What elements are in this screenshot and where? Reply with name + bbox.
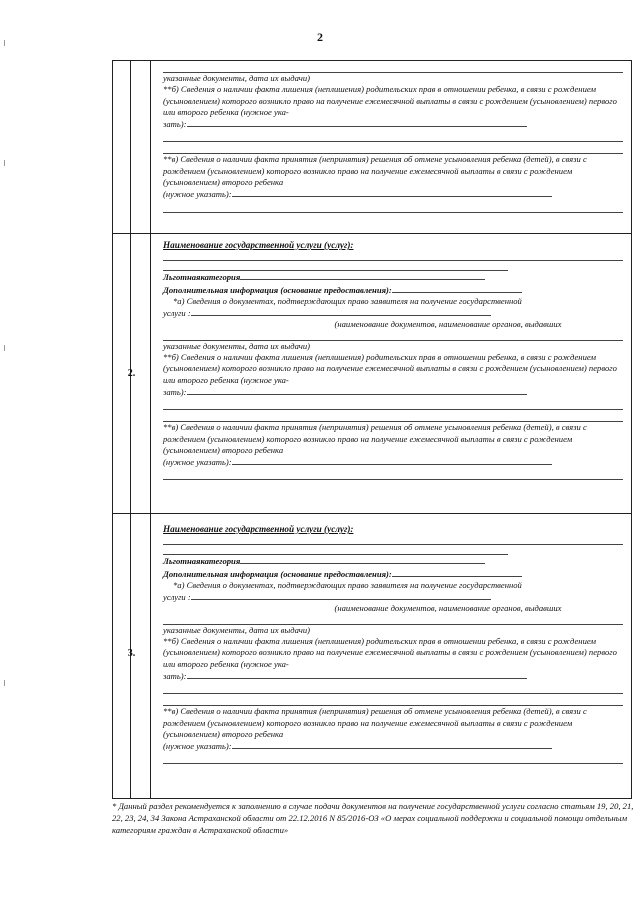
- row-number: 2.: [127, 368, 136, 379]
- scan-artifact: [4, 160, 7, 166]
- fill-line: [163, 684, 623, 694]
- category-line: Льготнаякатегория: [163, 555, 623, 567]
- fill-line: [163, 400, 623, 410]
- scan-artifact: [4, 680, 7, 686]
- scan-artifact: [4, 40, 7, 46]
- fact-v-end-line: (нужное указать):: [163, 740, 623, 752]
- fact-b-end-line: зать):: [163, 118, 623, 130]
- service-heading: Наименование государственной услуги (услуг):: [163, 524, 354, 534]
- services-table: [112, 60, 632, 799]
- fact-a-end-line: услуги :: [163, 591, 623, 603]
- page-number: 2: [317, 30, 323, 44]
- docs-caption-tail: указанные документы, дата их выдачи): [163, 624, 311, 635]
- fact-v-end-line: (нужное указать):: [163, 456, 623, 468]
- fact-b-text: **б) Сведения о наличии факта лишения (неплишения) родительских прав в отношении ребенка, в связи с рождением (усыновлением) которого возникло право на получение ежемесячной выплаты в связи с рождением (усыновлением) первого или второго ребенка (нужное ука-: [163, 636, 617, 669]
- fill-line: [163, 470, 623, 480]
- additional-info-line: Дополнительная информация (основание предоставления):: [163, 284, 623, 296]
- fill-line: [163, 535, 623, 545]
- fact-b-end-line: зать):: [163, 670, 623, 682]
- table-row: [113, 233, 631, 513]
- category-line: Льготнаякатегория: [163, 271, 623, 283]
- fact-v-end-line: (нужное указать):: [163, 188, 623, 200]
- fill-line: [163, 132, 623, 142]
- fill-line: [163, 545, 508, 555]
- table-row: [113, 61, 631, 233]
- fact-v-text: **в) Сведения о наличии факта принятия (непринятия) решения об отмене усыновления ребенка (детей), в связи с рождением (усыновлением) которого возникло право на получение ежемесячной выплаты в связи с рождением (усыновлением) второго ребенка: [163, 422, 587, 455]
- docs-caption-tail: указанные документы, дата их выдачи): [163, 73, 311, 83]
- fact-v-text: **в) Сведения о наличии факта принятия (непринятия) решения об отмене усыновления ребенка (детей), в связи с рождением (усыновлением) которого возникло право на получение ежемесячной выплаты в связи с рождением (усыновлением) второго ребенка: [163, 706, 587, 739]
- fact-a-text: *а) Сведения о документах, подтверждающих право заявителя на получение государственной: [173, 295, 522, 306]
- fill-line: [163, 331, 623, 341]
- documents-caption: (наименование документов, наименование органов, выдавших: [334, 319, 562, 330]
- table-row: [113, 513, 631, 800]
- documents-caption: (наименование документов, наименование органов, выдавших: [334, 603, 562, 614]
- row-content: [163, 61, 623, 233]
- fill-line: [163, 203, 623, 213]
- fill-line: [163, 615, 623, 625]
- row-content: [163, 524, 623, 800]
- additional-info-line: Дополнительная информация (основание предоставления):: [163, 568, 623, 580]
- row-number: 3.: [127, 648, 136, 659]
- fact-b-end-line: зать):: [163, 386, 623, 398]
- fill-line: [163, 261, 508, 271]
- docs-caption-tail: указанные документы, дата их выдачи): [163, 340, 311, 351]
- fill-line: [163, 754, 623, 764]
- scan-artifact: [4, 345, 7, 351]
- footnote: * Данный раздел рекомендуется к заполнению в случае подачи документов на получение государственной услуги согласно статьям 19, 20, 21, 22, 23, 24, 34 Закона Астраханской области от 22.12.2016 N 85/2016-ОЗ «О мерах социальной поддержки и социальной помощи отдельным категориям граждан в Астраханской области»: [112, 801, 634, 835]
- fact-b-text: **б) Сведения о наличии факта лишения (неплишения) родительских прав в отношении ребенка, в связи с рождением (усыновлением) которого возникло право на получение ежемесячной выплаты в связи с рождением (усыновлением) первого или второго ребенка (нужное ука-: [163, 352, 617, 385]
- fill-line: [163, 251, 623, 261]
- fact-b-text: **б) Сведения о наличии факта лишения (неплишения) родительских прав в отношении ребенка, в связи с рождением (усыновлением) которого возникло право на получение ежемесячной выплаты в связи с рождением (усыновлением) первого или второго ребенка (нужное ука-: [163, 84, 617, 117]
- service-heading: Наименование государственной услуги (услуг):: [163, 240, 354, 250]
- fact-a-text: *а) Сведения о документах, подтверждающих право заявителя на получение государственной: [173, 579, 522, 590]
- row-content: [163, 240, 623, 513]
- fill-line: [163, 63, 623, 73]
- fact-a-end-line: услуги :: [163, 307, 623, 319]
- fact-v-text: **в) Сведения о наличии факта принятия (непринятия) решения об отмене усыновления ребенка (детей), в связи с рождением (усыновлением) которого возникло право на получение ежемесячной выплаты в связи с рождением (усыновлением) второго ребенка: [163, 154, 587, 188]
